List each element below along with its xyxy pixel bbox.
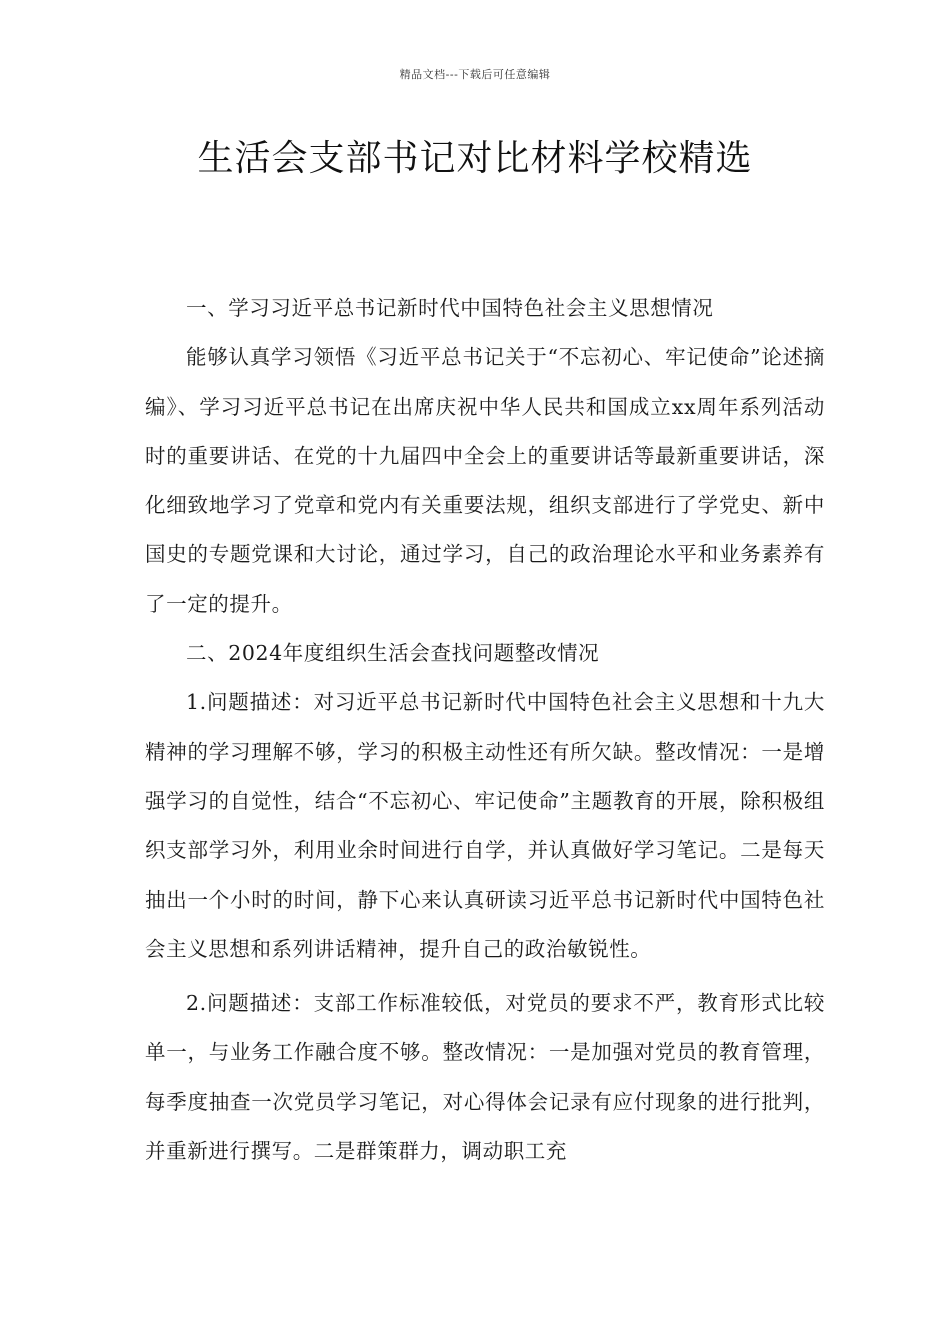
section-heading-1: 一、学习习近平总书记新时代中国特色社会主义思想情况 [186, 296, 714, 320]
section-heading-2: 二、2024年度组织生活会查找问题整改情况 [186, 641, 600, 666]
paragraph-issue-1: 1.问题描述：对习近平总书记新时代中国特色社会主义思想和十九大精神的学习理解不够，学习的积极主动性还有所欠缺。整改情况：一是增强学习的自觉性，结合“不忘初心、牢记使命”主题教育的开展，除积极组织支部学习外，利用业余时间进行自学，并认真做好学习笔记。二是每天抽出一个小时的时间，静下心来认真研读习近平总书记新时代中国特色社会主义思想和系列讲话精神，提升自己的政治敏锐性。 [145, 690, 825, 961]
paragraph-study-status: 能够认真学习领悟《习近平总书记关于“不忘初心、牢记使命”论述摘编》、学习习近平总书记在出席庆祝中华人民共和国成立xx周年系列活动时的重要讲话、在党的十九届四中全会上的重要讲话等最新重要讲话，深化细致地学习了党章和党内有关重要法规，组织支部进行了学党史、新中国史的专题党课和大讨论，通过学习，自己的政治理论水平和业务素养有了一定的提升。 [145, 345, 825, 616]
document-title: 生活会支部书记对比材料学校精选 [197, 138, 753, 179]
document-body [145, 284, 825, 1176]
paragraph-issue-2: 2.问题描述：支部工作标准较低，对党员的要求不严，教育形式比较单一，与业务工作融合度不够。整改情况：一是加强对党员的教育管理，每季度抽查一次党员学习笔记，对心得体会记录有应付现象的进行批判，并重新进行撰写。二是群策群力，调动职工充 [145, 991, 825, 1164]
header-note: 精品文档---下载后可任意编辑 [399, 68, 551, 81]
